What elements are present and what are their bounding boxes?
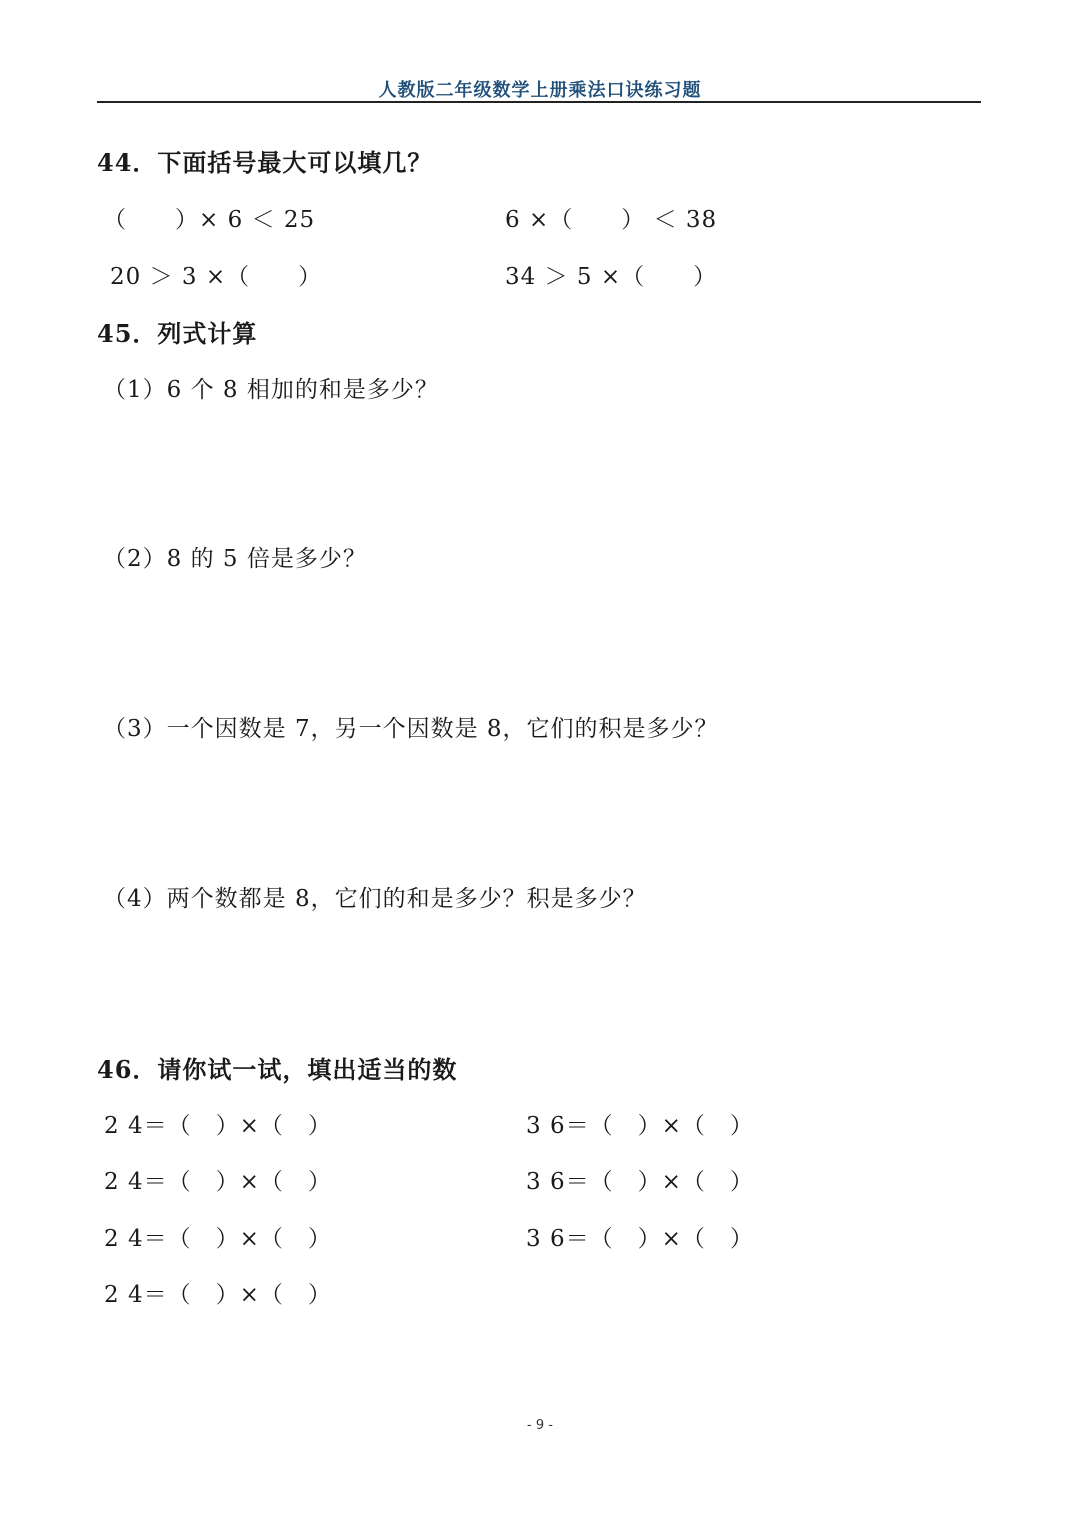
q45-item-4: （4）两个数都是 8，它们的和是多少？积是多少？ [103,886,647,912]
q46-left-item-3: 2 4＝（ ）×（ ） [104,1226,332,1252]
q44-item-2: 6 ×（ ） ＜ 38 [505,207,718,233]
q45-item-2: （2）8 的 5 倍是多少？ [103,546,367,572]
header-title: 人教版二年级数学上册乘法口诀练习题 [378,80,702,101]
question-45-title: 45．列式计算 [97,319,258,348]
q45-item-1: （1）6 个 8 相加的和是多少？ [103,377,439,403]
question-44-title: 44．下面括号最大可以填几？ [97,148,433,177]
q44-item-3: 20 ＞ 3 ×（ ） [110,264,323,290]
q46-left-item-1: 2 4＝（ ）×（ ） [104,1113,332,1139]
header-divider [97,101,981,103]
question-46-title: 46．请你试一试，填出适当的数 [97,1055,458,1084]
page-number: - 9 - [527,1418,553,1433]
q46-right-item-2: 3 6＝（ ）×（ ） [526,1169,754,1195]
q46-right-item-1: 3 6＝（ ）×（ ） [526,1113,754,1139]
q46-right-item-3: 3 6＝（ ）×（ ） [526,1226,754,1252]
q46-left-item-2: 2 4＝（ ）×（ ） [104,1169,332,1195]
q46-left-item-4: 2 4＝（ ）×（ ） [104,1282,332,1308]
q45-item-3: （3）一个因数是 7，另一个因数是 8，它们的积是多少？ [103,716,719,742]
q44-item-4: 34 ＞ 5 ×（ ） [505,264,718,290]
q44-item-1: （ ）× 6 ＜ 25 [103,207,316,233]
